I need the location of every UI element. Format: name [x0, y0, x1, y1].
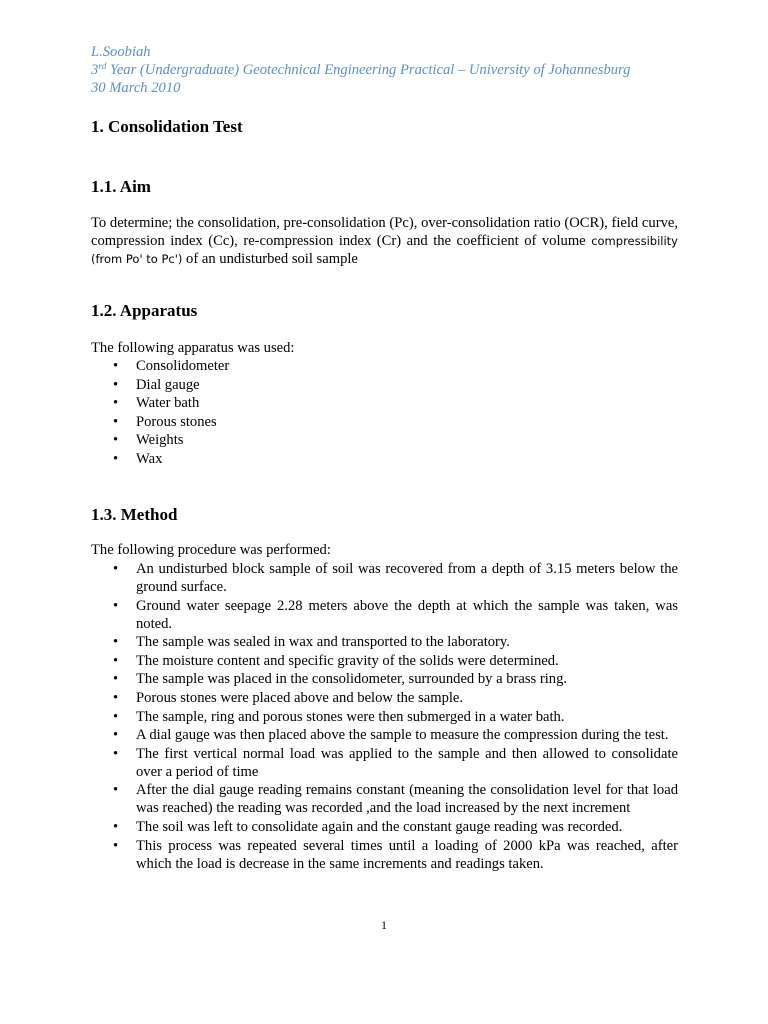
aim-text-end: of an undisturbed soil sample	[182, 251, 358, 267]
author-name: L.Soobiah	[91, 44, 151, 60]
list-item: • Water bath	[91, 394, 678, 412]
aim-text-compressibility: compressibility (from Po' to Pc')	[91, 234, 678, 266]
list-item: • Porous stones were placed above and below the sample.	[91, 689, 678, 707]
apparatus-intro: The following apparatus was used:	[91, 340, 295, 356]
list-item: • Porous stones	[91, 413, 678, 431]
page-number: 1	[381, 918, 387, 932]
course-line	[91, 61, 711, 79]
document-header	[91, 43, 711, 97]
aim-text: To determine; the consolidation, pre-consolidation (Pc), over-consolidation ratio (OCR), field curve, compression index (Cc), re-compression index (Cr) and the coefficient of volume	[91, 215, 678, 249]
course-title: Year (Undergraduate) Geotechnical Engineering Practical – University of Johannesburg	[106, 62, 631, 78]
list-item: • Ground water seepage 2.28 meters above the depth at which the sample was taken, was noted.	[91, 597, 678, 633]
apparatus-list	[91, 357, 678, 469]
list-item: • An undisturbed block sample of soil was recovered from a depth of 3.15 meters below the ground surface.	[91, 560, 678, 596]
section-title-apparatus: 1.2. Apparatus	[91, 301, 198, 320]
list-item: • A dial gauge was then placed above the sample to measure the compression during the test.	[91, 726, 678, 744]
section-title-aim: 1.1. Aim	[91, 177, 151, 196]
list-item: • This process was repeated several times until a loading of 2000 kPa was reached, after which the load is decrease in the same increments and readings taken.	[91, 837, 678, 873]
year-ordinal-suffix: rd	[98, 62, 107, 72]
section-title-consolidation-test: 1. Consolidation Test	[91, 117, 243, 136]
method-list	[91, 560, 678, 873]
list-item: • Dial gauge	[91, 376, 678, 394]
list-item: • The sample, ring and porous stones were then submerged in a water bath.	[91, 708, 678, 726]
list-item: • The moisture content and specific gravity of the solids were determined.	[91, 652, 678, 670]
list-item: • After the dial gauge reading remains constant (meaning the consolidation level for that load was reached) the reading was recorded ,and the load increased by the next increment	[91, 781, 678, 817]
method-intro: The following procedure was performed:	[91, 542, 331, 558]
list-item: • Wax	[91, 450, 678, 468]
aim-paragraph	[91, 214, 678, 268]
section-title-method: 1.3. Method	[91, 505, 178, 524]
list-item: • The sample was sealed in wax and transported to the laboratory.	[91, 633, 678, 651]
list-item: • The soil was left to consolidate again and the constant gauge reading was recorded.	[91, 818, 678, 836]
document-date: 30 March 2010	[91, 80, 181, 96]
list-item: • The first vertical normal load was applied to the sample and then allowed to consolidate over a period of time	[91, 745, 678, 781]
list-item: • The sample was placed in the consolidometer, surrounded by a brass ring.	[91, 670, 678, 688]
list-item: • Weights	[91, 431, 678, 449]
list-item: • Consolidometer	[91, 357, 678, 375]
year-number: 3	[91, 62, 99, 78]
